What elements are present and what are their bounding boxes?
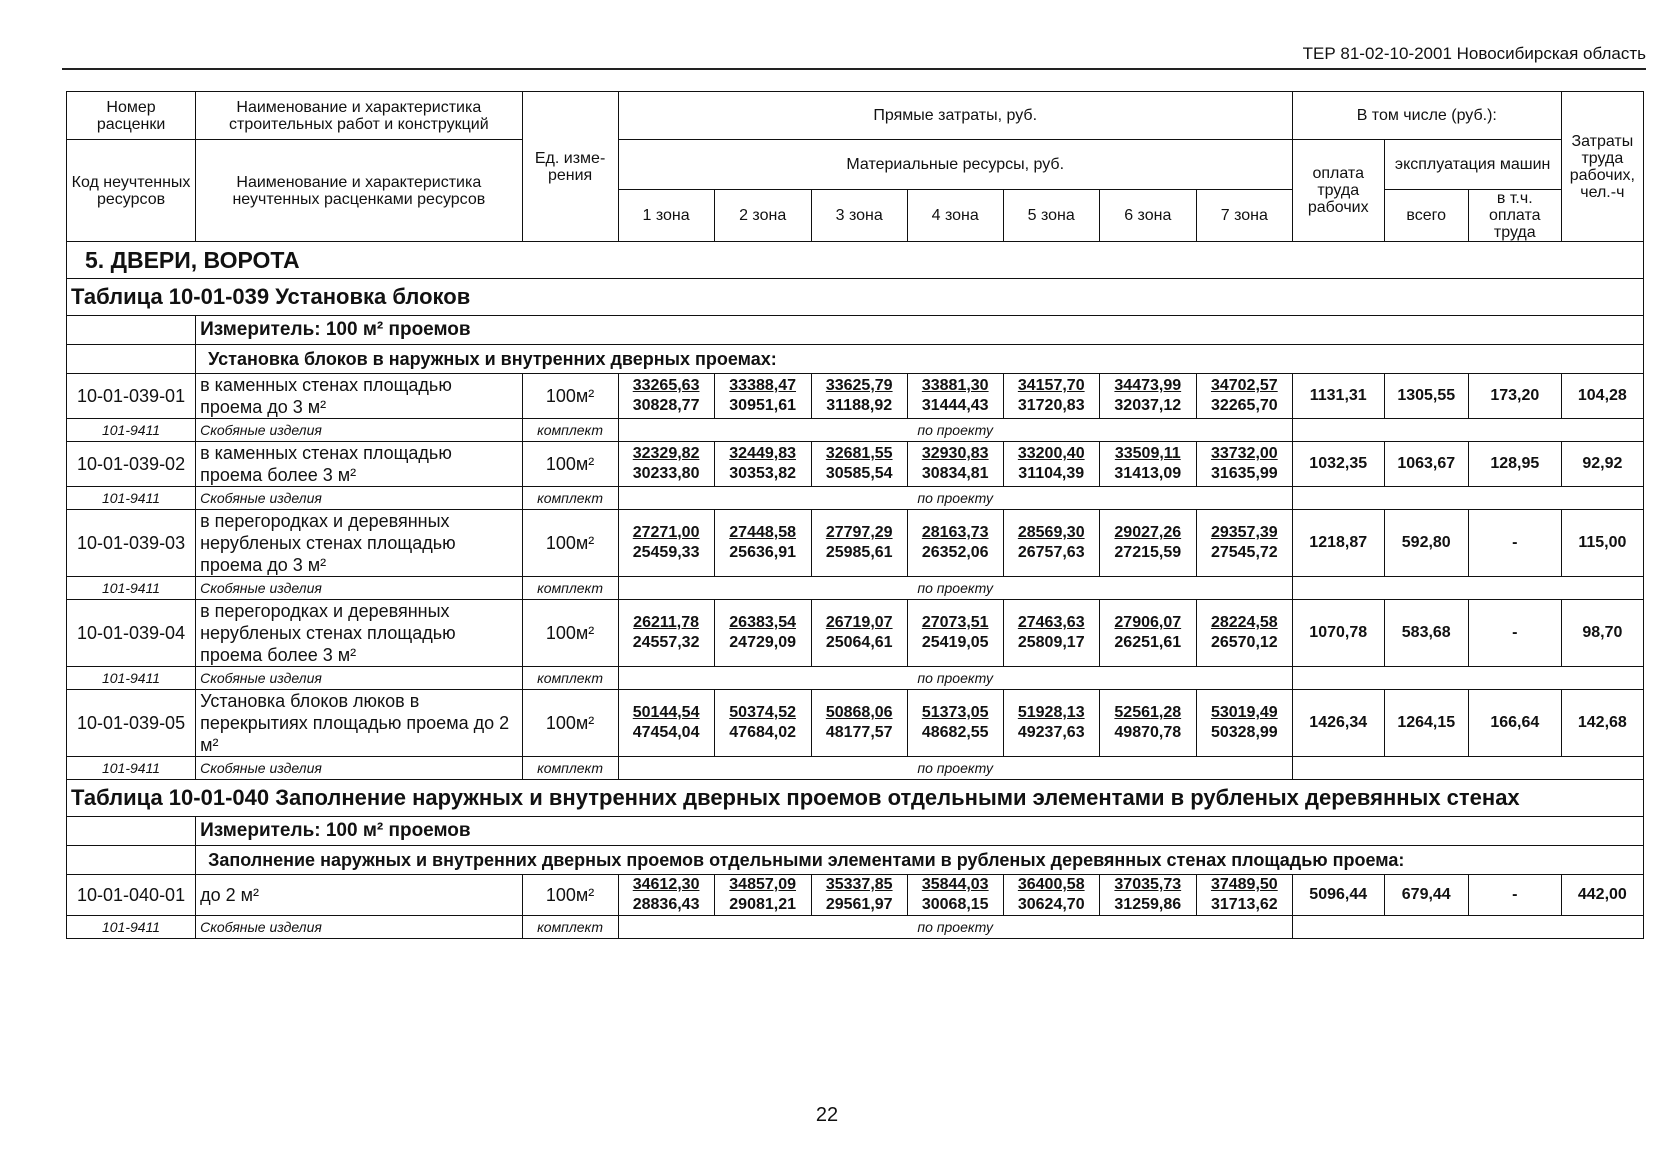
- resource-unit: комплект: [522, 487, 618, 510]
- direct-cost: 27906,07: [1114, 614, 1182, 631]
- zone-price-cell: [1099, 690, 1196, 757]
- direct-cost: 27448,58: [729, 524, 797, 541]
- group-title: Установка блоков в наружных и внутренних дверных проемах:: [196, 345, 1644, 374]
- material-cost: 25809,17: [1017, 634, 1085, 651]
- rate-name: до 2 м²: [196, 875, 522, 916]
- machines-total: 679,44: [1384, 875, 1468, 916]
- rate-unit: 100м²: [522, 690, 618, 757]
- table-row: [67, 442, 1644, 487]
- direct-cost: 26719,07: [825, 614, 893, 631]
- rate-name: Установка блоков люков в перекрытиях площадью проема до 2 м²: [196, 690, 522, 757]
- direct-cost: 29027,26: [1114, 524, 1182, 541]
- material-cost: 26251,61: [1114, 634, 1182, 651]
- empty-cell: [1292, 487, 1643, 510]
- direct-cost: 37035,73: [1114, 876, 1182, 893]
- rate-name: в каменных стенах площадью проема до 3 м²: [196, 374, 522, 419]
- resource-name: Скобяные изделия: [196, 419, 522, 442]
- material-cost: 25459,33: [632, 544, 700, 561]
- rate-code: 10-01-039-04: [67, 600, 196, 667]
- material-cost: 29081,21: [729, 896, 797, 913]
- resource-unit: комплект: [522, 757, 618, 780]
- labor-hours: 98,70: [1561, 600, 1643, 667]
- zone-price-cell: [1003, 510, 1099, 577]
- zone-price-cell: [1099, 510, 1196, 577]
- direct-cost: 27797,29: [825, 524, 893, 541]
- direct-cost: 32329,82: [632, 445, 700, 462]
- col-header-materialnye: Материальные ресурсы, руб.: [618, 140, 1292, 190]
- labor-pay: 1032,35: [1292, 442, 1384, 487]
- resource-code: 101-9411: [67, 577, 196, 600]
- direct-cost: 27073,51: [921, 614, 989, 631]
- rate-unit: 100м²: [522, 875, 618, 916]
- zone-price-cell: [811, 600, 907, 667]
- group-title: Заполнение наружных и внутренних дверных проемов отдельными элементами в рубленых деревянных стенах площадью проема:: [196, 846, 1644, 875]
- direct-cost: 32930,83: [921, 445, 989, 462]
- zone-price-cell: [714, 600, 811, 667]
- resource-name: Скобяные изделия: [196, 667, 522, 690]
- zone-price-cell: [618, 690, 714, 757]
- table-row: [67, 875, 1644, 916]
- zone-price-cell: [1003, 374, 1099, 419]
- zone-price-cell: [1196, 510, 1292, 577]
- machines-total: 1063,67: [1384, 442, 1468, 487]
- material-cost: 30951,61: [729, 397, 797, 414]
- machines-labor-pay: 166,64: [1468, 690, 1561, 757]
- machines-total: 1264,15: [1384, 690, 1468, 757]
- resource-code: 101-9411: [67, 419, 196, 442]
- material-cost: 26570,12: [1210, 634, 1278, 651]
- material-cost: 49237,63: [1017, 724, 1085, 741]
- zone-price-cell: [907, 510, 1003, 577]
- material-cost: 31444,43: [921, 397, 989, 414]
- col-header-kod-resursov: Код неучтенных ресурсов: [67, 140, 196, 242]
- empty-cell: [67, 316, 196, 345]
- resource-note: по проекту: [618, 577, 1292, 600]
- direct-cost: 26383,54: [729, 614, 797, 631]
- material-cost: 25064,61: [825, 634, 893, 651]
- material-cost: 31635,99: [1210, 465, 1278, 482]
- resource-code: 101-9411: [67, 487, 196, 510]
- material-cost: 50328,99: [1210, 724, 1278, 741]
- direct-cost: 36400,58: [1017, 876, 1085, 893]
- direct-cost: 35337,85: [825, 876, 893, 893]
- col-header-pryamye: Прямые затраты, руб.: [618, 92, 1292, 140]
- material-cost: 24557,32: [632, 634, 700, 651]
- resource-unit: комплект: [522, 419, 618, 442]
- section-title: 5. ДВЕРИ, ВОРОТА: [67, 242, 1644, 279]
- resource-unit: комплект: [522, 577, 618, 600]
- resource-row: [67, 916, 1644, 939]
- direct-cost: 51928,13: [1017, 704, 1085, 721]
- rate-name: в перегородках и деревянных нерубленых стенах площадью проема более 3 м²: [196, 600, 522, 667]
- direct-cost: 32449,83: [729, 445, 797, 462]
- labor-pay: 5096,44: [1292, 875, 1384, 916]
- resource-row: [67, 667, 1644, 690]
- material-cost: 25985,61: [825, 544, 893, 561]
- direct-cost: 33625,79: [825, 377, 893, 394]
- material-cost: 28836,43: [632, 896, 700, 913]
- zone-price-cell: [1196, 690, 1292, 757]
- rate-unit: 100м²: [522, 442, 618, 487]
- direct-cost: 33200,40: [1017, 445, 1085, 462]
- machines-labor-pay: 173,20: [1468, 374, 1561, 419]
- document-header-text: ТЕР 81-02-10-2001 Новосибирская область: [1302, 44, 1646, 63]
- zone-price-cell: [714, 374, 811, 419]
- direct-cost: 28224,58: [1210, 614, 1278, 631]
- zone-price-cell: [1003, 875, 1099, 916]
- document-header: [0, 44, 1652, 68]
- zone-price-cell: [714, 442, 811, 487]
- zone-price-cell: [907, 690, 1003, 757]
- rate-unit: 100м²: [522, 510, 618, 577]
- direct-cost: 32681,55: [825, 445, 893, 462]
- labor-pay: 1426,34: [1292, 690, 1384, 757]
- resource-code: 101-9411: [67, 667, 196, 690]
- material-cost: 31188,92: [826, 397, 893, 414]
- zone-price-cell: [618, 442, 714, 487]
- rate-name: в каменных стенах площадью проема более 3 м²: [196, 442, 522, 487]
- resource-name: Скобяные изделия: [196, 916, 522, 939]
- table-row: [67, 600, 1644, 667]
- measure-unit: Измеритель: 100 м² проемов: [196, 316, 1644, 345]
- rate-unit: 100м²: [522, 374, 618, 419]
- material-cost: 25636,91: [729, 544, 797, 561]
- material-cost: 48177,57: [825, 724, 893, 741]
- direct-cost: 51373,05: [921, 704, 989, 721]
- material-cost: 27545,72: [1210, 544, 1278, 561]
- direct-cost: 27271,00: [632, 524, 700, 541]
- direct-cost: 33732,00: [1210, 445, 1278, 462]
- zone-header: 6 зона: [1099, 190, 1196, 242]
- material-cost: 31713,62: [1210, 896, 1278, 913]
- zone-price-cell: [618, 875, 714, 916]
- zone-price-cell: [1196, 442, 1292, 487]
- resource-unit: комплект: [522, 916, 618, 939]
- machines-labor-pay: -: [1468, 510, 1561, 577]
- zone-price-cell: [1196, 600, 1292, 667]
- direct-cost: 35844,03: [921, 876, 989, 893]
- zone-header: 2 зона: [714, 190, 811, 242]
- zone-header: 1 зона: [618, 190, 714, 242]
- labor-hours: 104,28: [1561, 374, 1643, 419]
- labor-hours: 115,00: [1561, 510, 1643, 577]
- measure-unit: Измеритель: 100 м² проемов: [196, 817, 1644, 846]
- table-row: [67, 690, 1644, 757]
- labor-hours: 442,00: [1561, 875, 1643, 916]
- resource-note: по проекту: [618, 916, 1292, 939]
- zone-header: 5 зона: [1003, 190, 1099, 242]
- zone-price-cell: [811, 875, 907, 916]
- resource-row: [67, 487, 1644, 510]
- labor-hours: 92,92: [1561, 442, 1643, 487]
- rate-code: 10-01-039-01: [67, 374, 196, 419]
- table-title: Таблица 10-01-039 Установка блоков: [67, 279, 1644, 316]
- zone-price-cell: [1196, 374, 1292, 419]
- material-cost: 29561,97: [825, 896, 893, 913]
- empty-cell: [1292, 916, 1643, 939]
- labor-pay: 1070,78: [1292, 600, 1384, 667]
- direct-cost: 34857,09: [729, 876, 797, 893]
- resource-code: 101-9411: [67, 916, 196, 939]
- zone-price-cell: [811, 690, 907, 757]
- zone-price-cell: [811, 510, 907, 577]
- resource-name: Скобяные изделия: [196, 487, 522, 510]
- rate-code: 10-01-039-05: [67, 690, 196, 757]
- direct-cost: 33265,63: [632, 377, 700, 394]
- material-cost: 30353,82: [729, 465, 797, 482]
- col-header-ekspluataciya: эксплуатация машин: [1384, 140, 1561, 190]
- material-cost: 31720,83: [1017, 397, 1085, 414]
- direct-cost: 28569,30: [1017, 524, 1085, 541]
- resource-note: по проекту: [618, 757, 1292, 780]
- zone-price-cell: [1099, 875, 1196, 916]
- col-header-vtch-oplata: в т.ч. оплата труда: [1468, 190, 1561, 242]
- material-cost: 32037,12: [1114, 397, 1182, 414]
- machines-labor-pay: 128,95: [1468, 442, 1561, 487]
- direct-cost: 26211,78: [633, 614, 700, 631]
- zone-price-cell: [811, 374, 907, 419]
- col-header-nomer: Номер расценки: [67, 92, 196, 140]
- resource-code: 101-9411: [67, 757, 196, 780]
- material-cost: 25419,05: [921, 634, 989, 651]
- zone-price-cell: [1003, 690, 1099, 757]
- empty-cell: [1292, 667, 1643, 690]
- material-cost: 47454,04: [632, 724, 700, 741]
- zone-price-cell: [618, 374, 714, 419]
- labor-hours: 142,68: [1561, 690, 1643, 757]
- direct-cost: 33881,30: [921, 377, 989, 394]
- zone-price-cell: [907, 600, 1003, 667]
- material-cost: 49870,78: [1114, 724, 1182, 741]
- zone-price-cell: [1196, 875, 1292, 916]
- direct-cost: 29357,39: [1210, 524, 1278, 541]
- zone-price-cell: [618, 600, 714, 667]
- empty-cell: [1292, 757, 1643, 780]
- direct-cost: 50144,54: [632, 704, 700, 721]
- zone-price-cell: [907, 442, 1003, 487]
- machines-labor-pay: -: [1468, 600, 1561, 667]
- zone-price-cell: [1099, 442, 1196, 487]
- direct-cost: 33509,11: [1114, 445, 1181, 462]
- direct-cost: 34157,70: [1017, 377, 1085, 394]
- zone-price-cell: [907, 374, 1003, 419]
- material-cost: 27215,59: [1114, 544, 1182, 561]
- resource-unit: комплект: [522, 667, 618, 690]
- material-cost: 30068,15: [921, 896, 989, 913]
- material-cost: 30585,54: [825, 465, 893, 482]
- empty-cell: [67, 345, 196, 374]
- machines-total: 1305,55: [1384, 374, 1468, 419]
- direct-cost: 27463,63: [1017, 614, 1085, 631]
- machines-labor-pay: -: [1468, 875, 1561, 916]
- header-rule: [62, 68, 1646, 70]
- page-number: 22: [815, 1104, 839, 1126]
- direct-cost: 34702,57: [1210, 377, 1278, 394]
- material-cost: 26757,63: [1017, 544, 1085, 561]
- direct-cost: 34473,99: [1114, 377, 1182, 394]
- direct-cost: 50374,52: [729, 704, 797, 721]
- col-header-v-tom-chisle: В том числе (руб.):: [1292, 92, 1561, 140]
- resource-row: [67, 577, 1644, 600]
- zone-price-cell: [907, 875, 1003, 916]
- material-cost: 32265,70: [1210, 397, 1278, 414]
- labor-pay: 1218,87: [1292, 510, 1384, 577]
- machines-total: 592,80: [1384, 510, 1468, 577]
- resource-row: [67, 419, 1644, 442]
- direct-cost: 53019,49: [1210, 704, 1278, 721]
- col-header-naimenovanie-resursov: Наименование и характеристика неучтенных расценками ресурсов: [196, 140, 522, 242]
- material-cost: 31104,39: [1018, 465, 1085, 482]
- empty-cell: [1292, 419, 1643, 442]
- empty-cell: [67, 846, 196, 875]
- material-cost: 31413,09: [1114, 465, 1182, 482]
- machines-total: 583,68: [1384, 600, 1468, 667]
- empty-cell: [67, 817, 196, 846]
- zone-price-cell: [1099, 374, 1196, 419]
- direct-cost: 34612,30: [632, 876, 700, 893]
- material-cost: 24729,09: [729, 634, 797, 651]
- col-header-zatraty-truda: Затраты труда рабочих, чел.-ч: [1561, 92, 1643, 242]
- direct-cost: 37489,50: [1210, 876, 1278, 893]
- zone-price-cell: [1003, 600, 1099, 667]
- rate-unit: 100м²: [522, 600, 618, 667]
- zone-price-cell: [714, 510, 811, 577]
- direct-cost: 50868,06: [825, 704, 893, 721]
- resource-name: Скобяные изделия: [196, 577, 522, 600]
- direct-cost: 28163,73: [921, 524, 989, 541]
- resource-note: по проекту: [618, 667, 1292, 690]
- table-row: [67, 510, 1644, 577]
- rate-name: в перегородках и деревянных нерубленых стенах площадью проема до 3 м²: [196, 510, 522, 577]
- material-cost: 30233,80: [632, 465, 700, 482]
- zone-header: 7 зона: [1196, 190, 1292, 242]
- table-title: Таблица 10-01-040 Заполнение наружных и внутренних дверных проемов отдельными элементами в рубленых деревянных стенах: [67, 780, 1644, 817]
- zone-header: 3 зона: [811, 190, 907, 242]
- rates-table: [66, 91, 1644, 939]
- material-cost: 47684,02: [729, 724, 797, 741]
- zone-price-cell: [811, 442, 907, 487]
- material-cost: 26352,06: [921, 544, 989, 561]
- col-header-ed-izm: Ед. изме-рения: [522, 92, 618, 242]
- rate-code: 10-01-039-03: [67, 510, 196, 577]
- material-cost: 30834,81: [921, 465, 989, 482]
- material-cost: 30624,70: [1017, 896, 1085, 913]
- rate-code: 10-01-039-02: [67, 442, 196, 487]
- table-row: [67, 374, 1644, 419]
- zone-header: 4 зона: [907, 190, 1003, 242]
- direct-cost: 52561,28: [1114, 704, 1182, 721]
- col-header-oplata-truda: оплата труда рабочих: [1292, 140, 1384, 242]
- empty-cell: [1292, 577, 1643, 600]
- material-cost: 48682,55: [921, 724, 989, 741]
- col-header-naimenovanie-rabot: Наименование и характеристика строительных работ и конструкций: [196, 92, 522, 140]
- material-cost: 30828,77: [632, 397, 700, 414]
- rate-code: 10-01-040-01: [67, 875, 196, 916]
- zone-price-cell: [618, 510, 714, 577]
- zone-price-cell: [1003, 442, 1099, 487]
- zone-price-cell: [1099, 600, 1196, 667]
- material-cost: 31259,86: [1114, 896, 1182, 913]
- direct-cost: 33388,47: [729, 377, 797, 394]
- zone-price-cell: [714, 690, 811, 757]
- labor-pay: 1131,31: [1292, 374, 1384, 419]
- resource-row: [67, 757, 1644, 780]
- resource-note: по проекту: [618, 487, 1292, 510]
- resource-name: Скобяные изделия: [196, 757, 522, 780]
- zone-price-cell: [714, 875, 811, 916]
- col-header-vsego: всего: [1384, 190, 1468, 242]
- resource-note: по проекту: [618, 419, 1292, 442]
